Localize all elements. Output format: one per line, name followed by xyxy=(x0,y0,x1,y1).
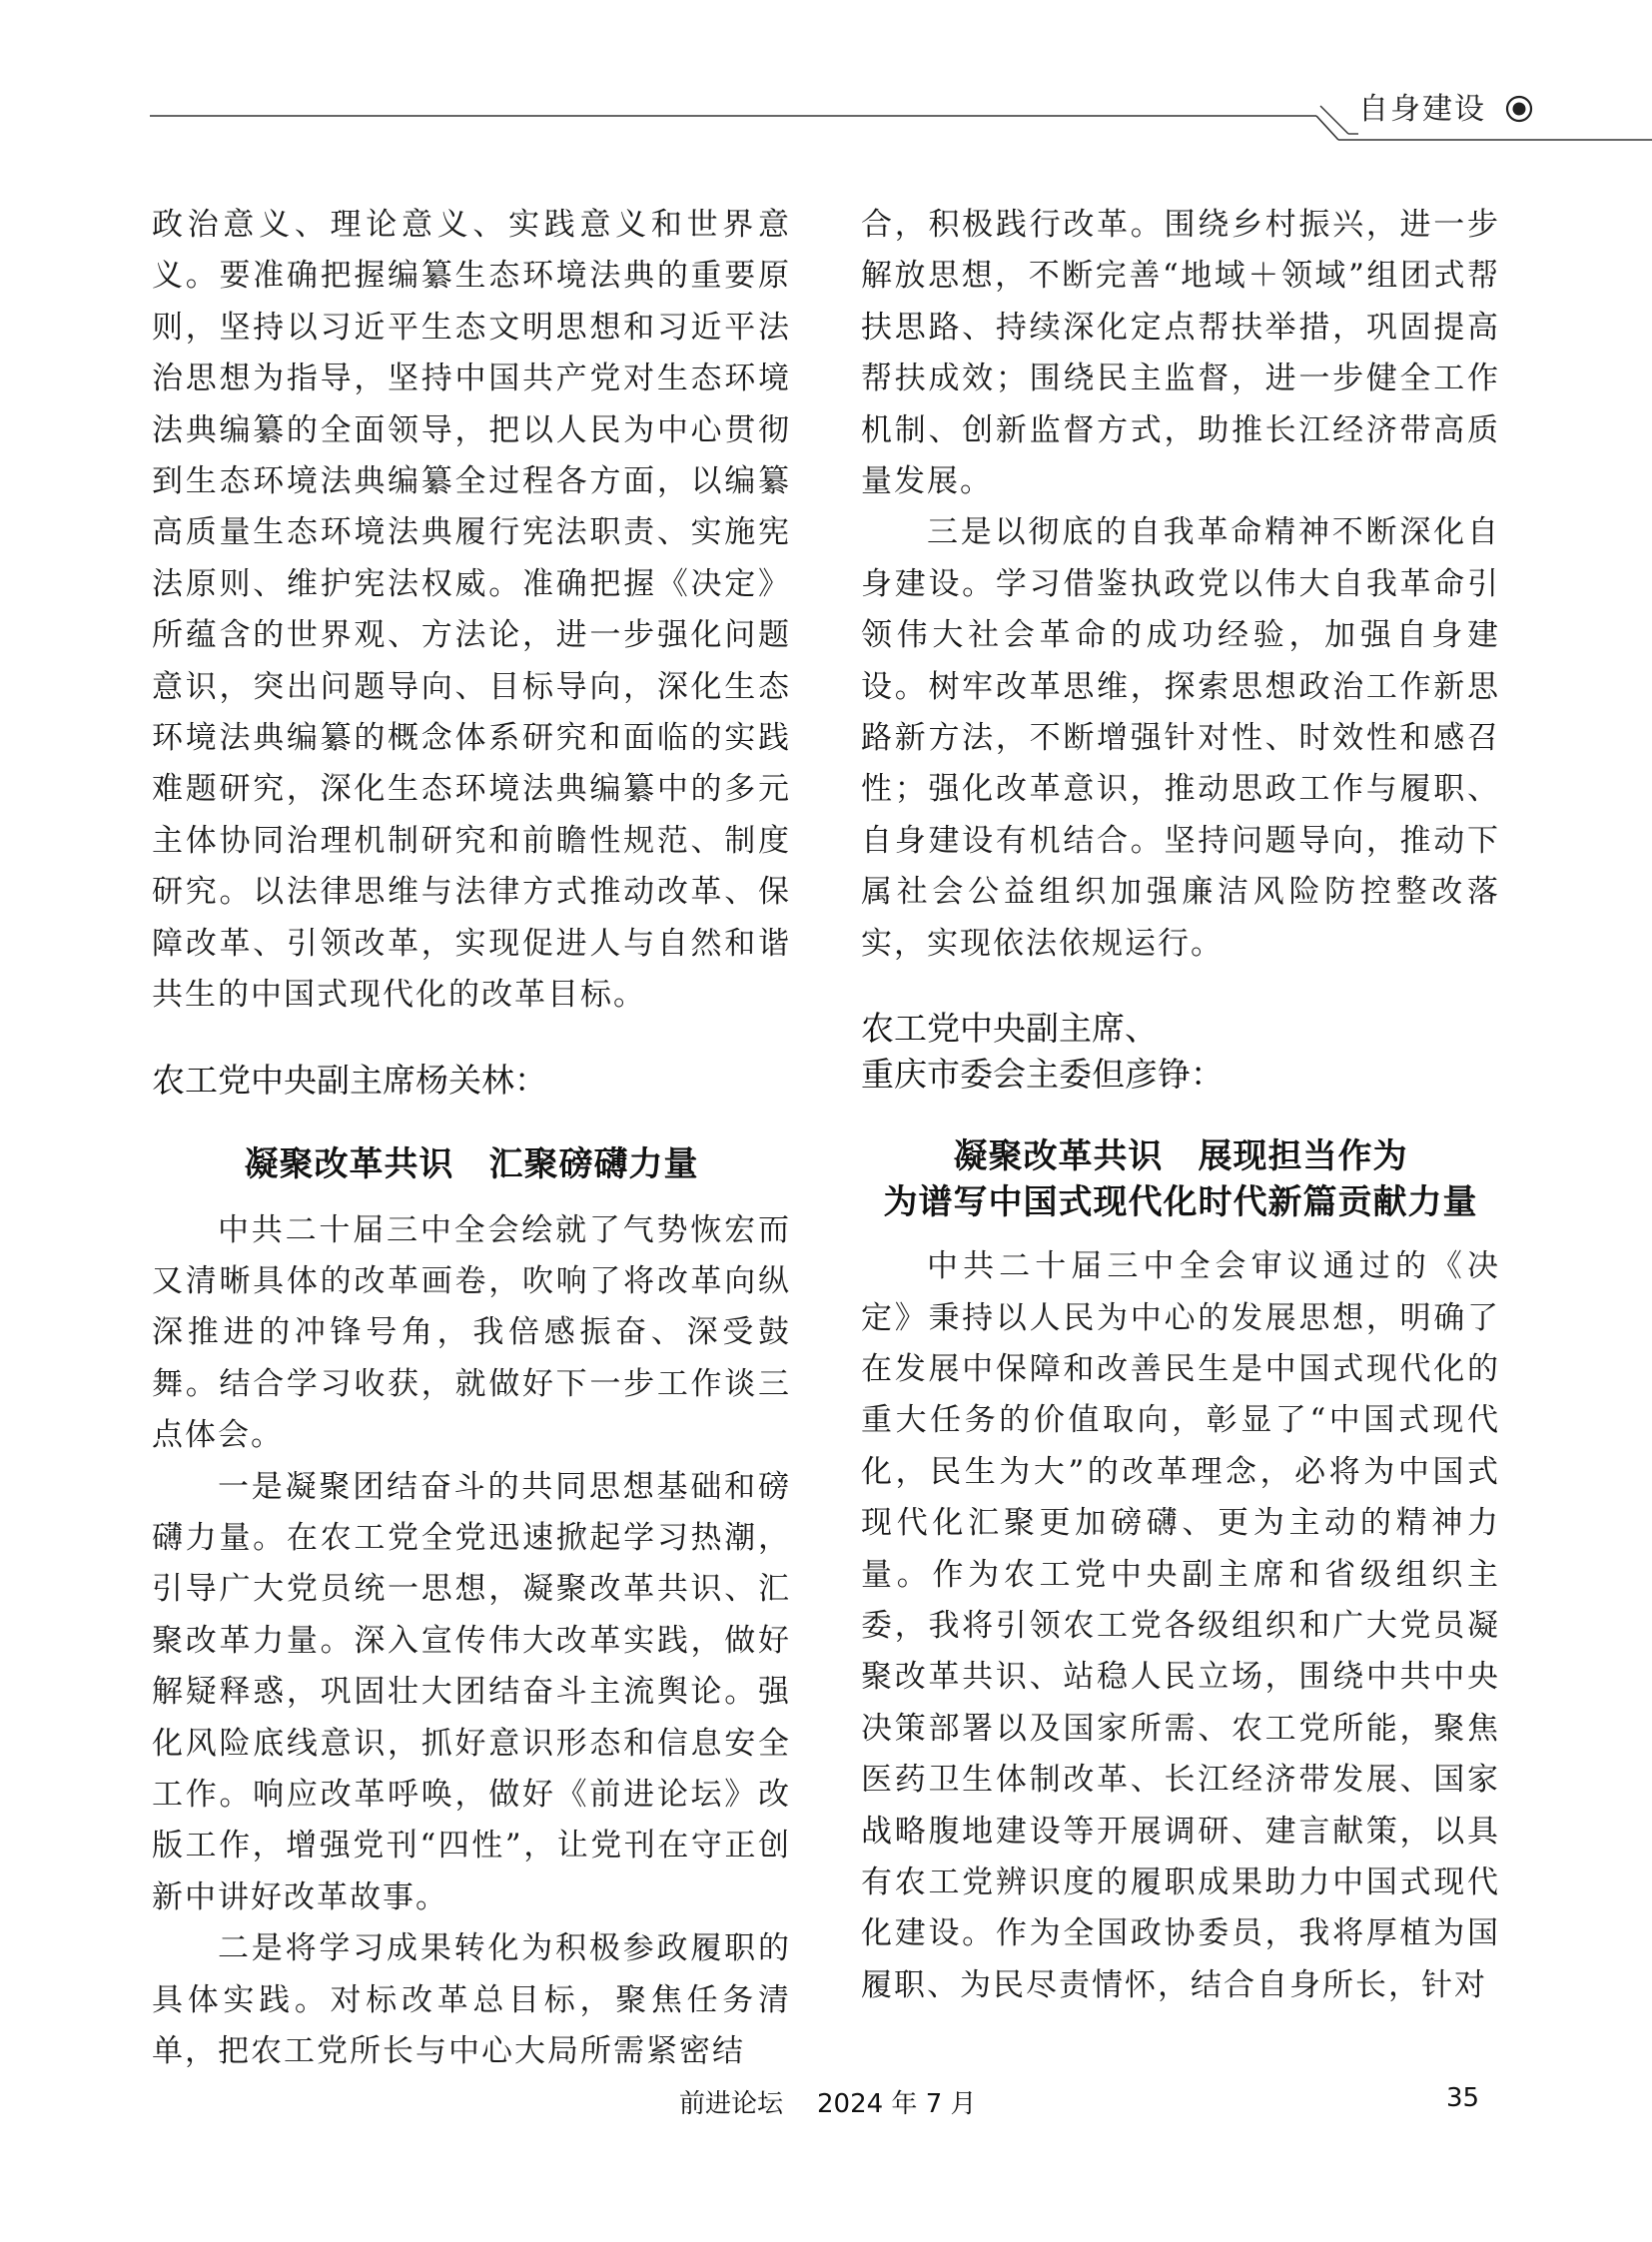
issue-date: 2024 年 7 月 xyxy=(817,2089,977,2119)
section-title: 自身建设 xyxy=(1358,92,1486,127)
target-circle-icon xyxy=(1504,94,1534,124)
article-paragraph: 中共二十届三中全会绘就了气势恢宏而又清晰具体的改革画卷，吹响了将改革向纵深推进的冲锋号角，我倍感振奋、深受鼓舞。结合学习收获，就做好下一步工作谈三点体会。 xyxy=(152,1211,791,1454)
article-paragraph: 一是凝聚团结奋斗的共同思想基础和磅礴力量。在农工党全党迅速掀起学习热潮，引导广大党员统一思想，凝聚改革共识、汇聚改革力量。深入宣传伟大改革实践，做好解疑释惑，巩固壮大团结奋斗主流舆论。强化风险底线意识，抓好意识形态和信息安全工作。响应改革呼唤，做好《前进论坛》改版工作，增强党刊“四性”，让党刊在守正创新中讲好改革故事。 xyxy=(152,1468,791,1915)
speaker-name: 农工党中央副主席杨关林： xyxy=(152,1060,547,1100)
article-paragraph: 政治意义、理论意义、实践意义和世界意义。要准确把握编纂生态环境法典的重要原则，坚持以习近平生态文明思想和习近平法治思想为指导，坚持中国共产党对生态环境法典编纂的全面领导，把以人民为中心贯彻到生态环境法典编纂全过程各方面，以编纂高质量生态环境法典履行宪法职责、实施宪法原则、维护宪法权威。准确把握《决定》所蕴含的世界观、方法论，进一步强化问题意识，突出问题导向、目标导向，深化生态环境法典编纂的概念体系研究和面临的实践难题研究，深化生态环境法典编纂中的多元主体协同治理机制研究和前瞻性规范、制度研究。以法律思维与法律方式推动改革、保障改革、引领改革，实现促进人与自然和谐共生的中国式现代化的改革目标。 xyxy=(152,207,791,1014)
page-number: 35 xyxy=(1446,2083,1480,2113)
page-footer xyxy=(0,2083,1652,2123)
magazine-name: 前进论坛 xyxy=(679,2089,784,2119)
left-column xyxy=(152,200,791,2077)
article-headline: 凝聚改革共识 展现担当作为 xyxy=(953,1136,1408,1177)
article-subheadline: 为谱写中国式现代化时代新篇贡献力量 xyxy=(883,1182,1478,1223)
right-column xyxy=(861,200,1500,2011)
article-paragraph: 三是以彻底的自我革命精神不断深化自身建设。学习借鉴执政党以伟大自我革命引领伟大社会革命的成功经验，加强自身建设。树牢改革思维，探索思想政治工作新思路新方法，不断增强针对性、时效性和感召性；强化改革意识，推动思政工作与履职、自身建设有机结合。坚持问题导向，推动下属社会公益组织加强廉洁风险防控整改落实，实现依法依规运行。 xyxy=(861,514,1500,962)
article-headline: 凝聚改革共识 汇聚磅礴力量 xyxy=(244,1143,699,1184)
speaker-title: 农工党中央副主席、 xyxy=(861,1009,1158,1049)
article-paragraph: 二是将学习成果转化为积极参政履职的具体实践。对标改革总目标，聚焦任务清单，把农工党所长与中心大局所需紧密结 xyxy=(152,1930,791,2069)
article-paragraph: 合，积极践行改革。围绕乡村振兴，进一步解放思想，不断完善“地域＋领域”组团式帮扶思路、持续深化定点帮扶举措，巩固提高帮扶成效；围绕民主监督，进一步健全工作机制、创新监督方式，助推长江经济带高质量发展。 xyxy=(861,207,1500,500)
header-rule xyxy=(0,0,1652,160)
article-paragraph: 中共二十届三中全会审议通过的《决定》秉持以人民为中心的发展思想，明确了在发展中保障和改善民生是中国式现代化的重大任务的价值取向，彰显了“中国式现代化，民生为大”的改革理念，必将为中国式现代化汇聚更加磅礴、更为主动的精神力量。作为农工党中央副主席和省级组织主委，我将引领农工党各级组织和广大党员凝聚改革共识、站稳人民立场，围绕中共中央决策部署以及国家所需、农工党所能，聚焦医药卫生体制改革、长江经济带发展、国家战略腹地建设等开展调研、建言献策，以具有农工党辨识度的履职成果助力中国式现代化建设。作为全国政协委员，我将厚植为国履职、为民尽责情怀，结合自身所长，针对 xyxy=(861,1248,1500,2003)
speaker-name: 重庆市委会主委但彦铮： xyxy=(861,1055,1224,1095)
